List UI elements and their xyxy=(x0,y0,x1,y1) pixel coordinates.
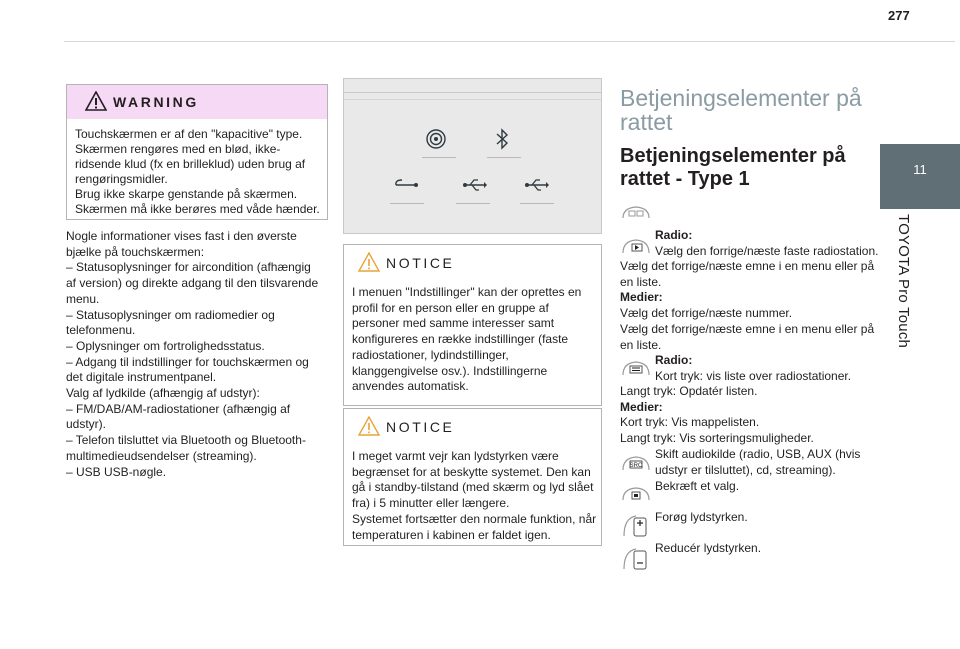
notice-box-temperature xyxy=(343,408,602,546)
warning-triangle-icon xyxy=(85,91,107,111)
control-label: Medier: xyxy=(620,399,663,414)
illustration-line xyxy=(344,99,601,100)
control-line: en liste. xyxy=(620,337,662,352)
body-line: menu. xyxy=(66,291,100,306)
heading-line: rattet xyxy=(620,109,673,135)
control-label: Radio: xyxy=(655,353,693,367)
notice-title: NOTICE xyxy=(386,255,455,271)
heading-line: Betjeningselementer på xyxy=(620,145,846,167)
warning-title: WARNING xyxy=(113,94,199,110)
notice-line: Systemet fortsætter den normale funktion, når xyxy=(352,511,597,526)
notice-line: klanggengivelse osv.). Indstillingerne xyxy=(352,363,548,378)
body-line: Valg af lydkilde (afhængig af udstyr): xyxy=(66,386,260,401)
notice-line: anvendes automatisk. xyxy=(352,379,469,394)
icon-underline xyxy=(520,203,554,204)
chapter-label: TOYOTA Pro Touch xyxy=(895,214,912,349)
control-volume-down xyxy=(655,541,870,557)
control-line: Vælg det forrige/næste nummer. xyxy=(620,306,793,321)
body-line: – FM/DAB/AM-radiostationer (afhængig af xyxy=(66,401,291,416)
warning-line: rengøringsmidler. xyxy=(75,172,168,186)
notice-line: I menuen "Indstillinger" kan der oprettes en xyxy=(352,285,582,299)
notice-line: konfigureres en række indstillinger (faste xyxy=(352,332,569,347)
notice-line: begrænset for at beskytte systemet. Den kan xyxy=(352,464,591,479)
notice-line: gå i standby-tilstand (med skærm og lyd slået xyxy=(352,480,594,495)
wireless-icon xyxy=(424,127,448,151)
warning-text xyxy=(67,119,327,217)
notice-line: fra) i 5 minutter eller længere. xyxy=(352,496,510,511)
body-line: – Statusoplysninger om radiomedier og xyxy=(66,307,275,322)
body-line: multimedieudsendelser (streaming). xyxy=(66,448,257,463)
control-line: en liste. xyxy=(620,274,662,289)
control-line: Forøg lydstyrken. xyxy=(655,510,748,524)
body-line: det digitale instrumentpanel. xyxy=(66,370,217,385)
body-line: – Adgang til indstillinger for touchskærmen og xyxy=(66,354,309,369)
control-line: Vælg det forrige/næste emne i en menu eller på xyxy=(620,321,875,336)
notice-triangle-icon xyxy=(358,252,380,272)
control-line: Skift audiokilde (radio, USB, AUX (hvis xyxy=(655,447,861,461)
icon-underline xyxy=(390,203,424,204)
list-control-icon xyxy=(620,357,652,379)
icon-underline xyxy=(422,157,456,158)
steering-controls-icon xyxy=(620,203,652,221)
control-list-details xyxy=(620,384,870,447)
status-bar-illustration xyxy=(343,78,602,234)
usb-icon xyxy=(524,177,550,193)
body-line: Nogle informationer vises fast i den øverste xyxy=(66,229,297,243)
body-line: – Statusoplysninger for aircondition (afhængig xyxy=(66,260,311,275)
control-line: Langt tryk: Opdatér listen. xyxy=(620,384,758,398)
heading-line: rattet - Type 1 xyxy=(620,168,750,190)
chapter-tab xyxy=(880,144,960,209)
control-confirm xyxy=(655,479,870,495)
body-line: af version) og direkte adgang til den tilsvarende xyxy=(66,276,319,291)
control-radio-seek xyxy=(655,228,879,259)
notice-line: profil for en person eller en gruppe af xyxy=(352,300,549,315)
control-line: udstyr er tilsluttet), cd, streaming). xyxy=(655,462,836,477)
svg-text:SRC: SRC xyxy=(629,463,643,469)
status-bar-description xyxy=(66,229,328,480)
header-rule xyxy=(64,41,955,42)
warning-box xyxy=(66,84,328,220)
notice-text xyxy=(344,443,601,551)
body-line: – Telefon tilsluttet via Bluetooth og Bluetooth- xyxy=(66,433,306,448)
control-list xyxy=(655,353,870,384)
page-number: 277 xyxy=(888,8,910,23)
notice-title: NOTICE xyxy=(386,419,455,435)
control-line: Reducér lydstyrken. xyxy=(655,541,762,555)
subsection-heading xyxy=(620,145,846,191)
body-line: udstyr). xyxy=(66,417,107,432)
control-source xyxy=(655,447,870,478)
control-volume-up xyxy=(655,510,870,526)
illustration-line xyxy=(344,92,601,93)
control-line: Langt tryk: Vis sorteringsmuligheder. xyxy=(620,431,814,446)
notice-line: temperaturen i kabinen er faldet igen. xyxy=(352,527,551,542)
icon-underline xyxy=(487,157,521,158)
control-line: Kort tryk: Vis mappelisten. xyxy=(620,415,760,430)
section-heading xyxy=(620,86,862,134)
aux-cable-icon xyxy=(394,177,420,193)
usb-icon xyxy=(462,177,488,193)
warning-line: Skærmen rengøres med en blød, ikke- xyxy=(75,142,281,156)
notice-line: radiostationer, lydindstillinger, xyxy=(352,347,509,362)
notice-triangle-icon xyxy=(358,416,380,436)
chapter-number: 11 xyxy=(913,162,927,177)
control-line: Vælg det forrige/næste emne i en menu eller på xyxy=(620,259,875,273)
bluetooth-icon xyxy=(495,127,509,151)
warning-line: Touchskærmen er af den "kapacitive" type. xyxy=(75,127,303,141)
warning-header xyxy=(67,85,327,119)
volume-down-control-icon xyxy=(620,543,652,573)
warning-line: ridsende klud (fx en brilleklud) uden brug af xyxy=(75,157,306,171)
body-line: – Oplysninger om fortrolighedsstatus. xyxy=(66,338,265,353)
radio-seek-control-icon xyxy=(620,235,652,257)
control-line: Kort tryk: vis liste over radiostationer. xyxy=(655,368,852,383)
notice-line: I meget varmt vejr kan lydstyrken være xyxy=(352,449,559,463)
control-line: Vælg den forrige/næste faste radiostation. xyxy=(655,243,879,258)
control-line: Bekræft et valg. xyxy=(655,479,740,493)
notice-text xyxy=(344,279,601,403)
confirm-control-icon xyxy=(620,483,652,503)
notice-header xyxy=(344,245,601,279)
body-line: – USB USB-nøgle. xyxy=(66,464,167,479)
control-label: Radio: xyxy=(655,228,693,242)
notice-box-settings xyxy=(343,244,602,406)
warning-line: Skærmen må ikke berøres med våde hænder. xyxy=(75,202,320,216)
control-label: Medier: xyxy=(620,290,663,305)
body-line: bjælke på touchskærmen: xyxy=(66,244,205,259)
volume-up-control-icon xyxy=(620,510,652,540)
notice-header xyxy=(344,409,601,443)
icon-underline xyxy=(456,203,490,204)
control-radio-seek-details xyxy=(620,259,875,353)
warning-line: Brug ikke skarpe genstande på skærmen. xyxy=(75,187,298,201)
body-line: telefonmenu. xyxy=(66,323,136,338)
source-control-icon xyxy=(620,452,652,474)
heading-line: Betjeningselementer på xyxy=(620,85,862,111)
notice-line: personer med samme interesser samt xyxy=(352,316,555,331)
